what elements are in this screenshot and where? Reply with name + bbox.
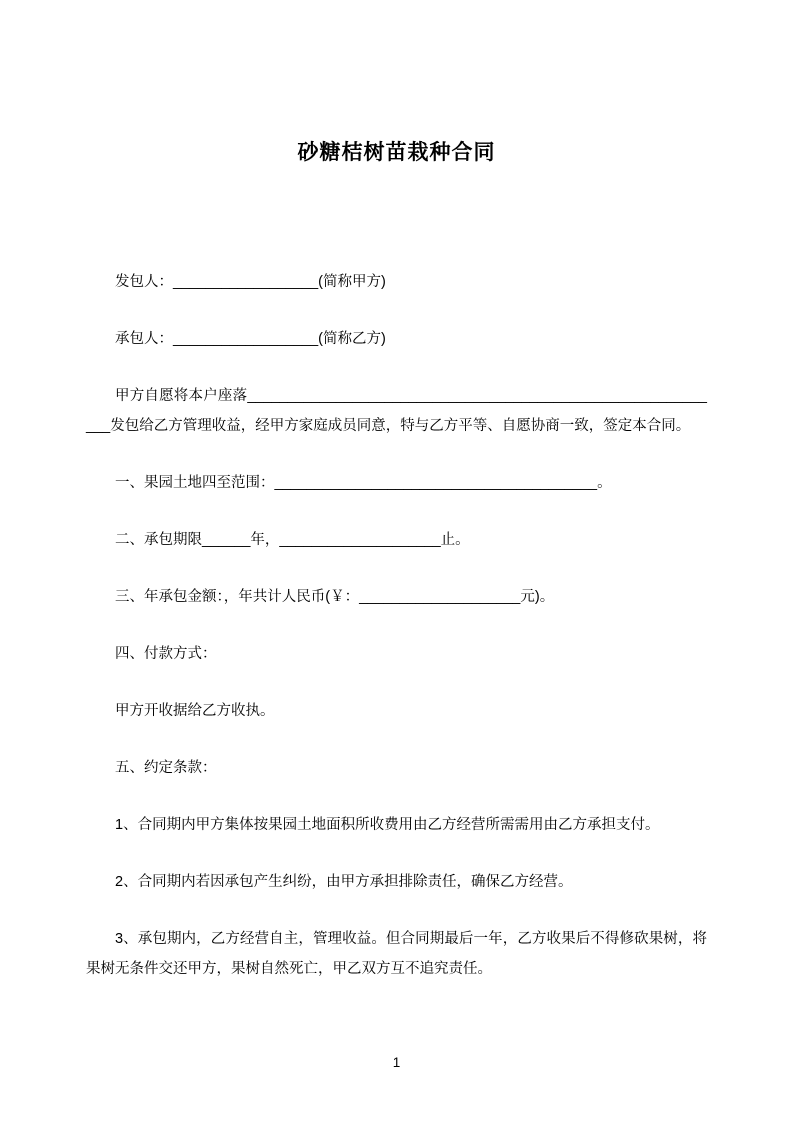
clause-five-item-1: 1、合同期内甲方集体按果园土地面积所收费用由乙方经营所需需用由乙方承担支付。 bbox=[115, 817, 660, 833]
clause-three-amount: 三、年承包金额：，年共计人民币(￥：____________________元)。 bbox=[115, 589, 555, 605]
preamble-paragraph: 甲方自愿将本户座落____________________________________________________________发包给乙方管理收益，经甲方家庭成员同意，特与乙方平等、自愿协商一致，签定本合同。 bbox=[86, 388, 707, 434]
page-title: 砂糖桔树苗栽种合同 bbox=[297, 141, 496, 164]
document-body bbox=[86, 0, 707, 1011]
clause-five-item-3: 3、承包期内，乙方经营自主，管理收益。但合同期最后一年，乙方收果后不得修砍果树，将果树无条件交还甲方，果树自然死亡，甲乙双方互不追究责任。 bbox=[86, 931, 707, 977]
clause-five-agreements: 五、约定条款： bbox=[115, 760, 217, 776]
clause-one-boundary: 一、果园土地四至范围：________________________________________。 bbox=[115, 475, 612, 491]
clause-two-term: 二、承包期限______年，____________________止。 bbox=[115, 532, 470, 548]
clause-four-payment: 四、付款方式： bbox=[115, 646, 217, 662]
party-b-line: 承包人：__________________(简称乙方) bbox=[115, 331, 386, 347]
page-number: 1 bbox=[392, 1055, 401, 1070]
title-spacer bbox=[86, 169, 707, 267]
clause-five-item-2: 2、合同期内若因承包产生纠纷，由甲方承担排除责任，确保乙方经营。 bbox=[115, 874, 573, 890]
party-a-line: 发包人：__________________(简称甲方) bbox=[115, 274, 386, 290]
clause-four-body: 甲方开收据给乙方收执。 bbox=[115, 703, 275, 719]
